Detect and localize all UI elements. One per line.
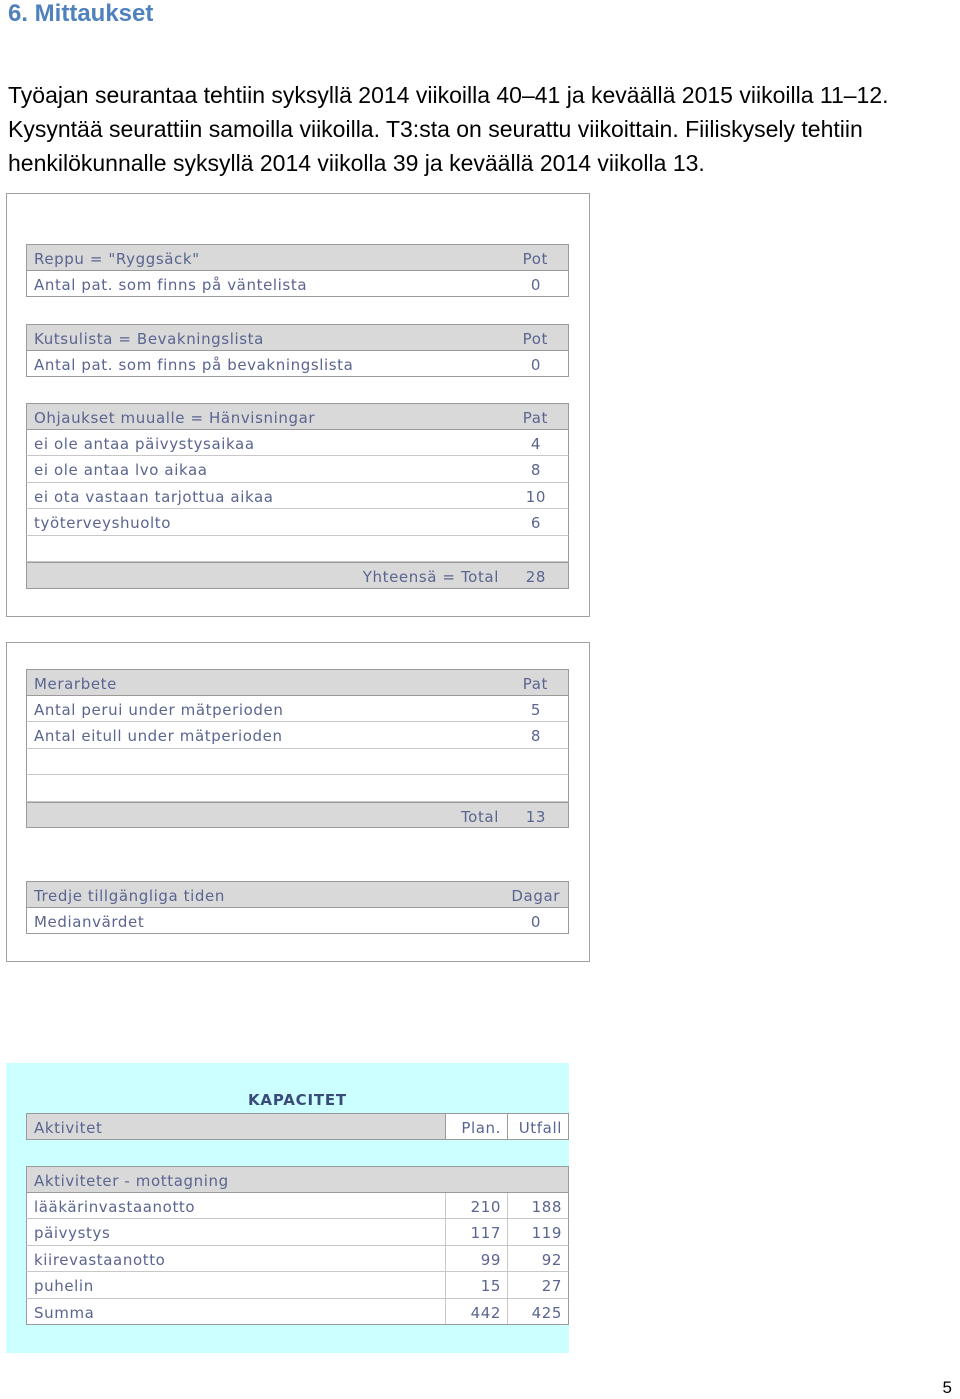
utfall-value: 188 [531, 1197, 562, 1216]
ohjaukset-table [26, 403, 569, 589]
merarbete-table [26, 669, 569, 828]
row-label: Summa [34, 1303, 95, 1322]
utfall-cell [507, 1219, 568, 1245]
row-value: 8 [530, 461, 541, 479]
page-number: 5 [942, 1378, 952, 1397]
header-label: Tredje tillgängliga tiden [34, 887, 225, 905]
plan-value: 99 [480, 1250, 501, 1269]
intro-paragraph [8, 78, 948, 180]
header-label: Merarbete [34, 675, 117, 693]
table-sum-row [26, 1299, 569, 1326]
tredje-table [26, 881, 569, 934]
table-row-empty [26, 749, 569, 776]
row-value: 0 [530, 355, 541, 374]
row-label: työterveyshuolto [34, 514, 172, 532]
header-unit: Pat [522, 675, 548, 693]
row-label: ei ota vastaan tarjottua aikaa [34, 487, 274, 506]
plan-label: Plan. [461, 1119, 501, 1137]
table-row [26, 351, 569, 378]
row-value: 6 [530, 514, 541, 532]
table-header [26, 403, 569, 430]
table-row [26, 722, 569, 749]
utfall-label: Utfall [518, 1119, 562, 1137]
kapacitet-header-table [26, 1113, 569, 1140]
table-total-row [26, 562, 569, 589]
row-value: 8 [530, 727, 541, 745]
plan-cell [445, 1219, 507, 1245]
utfall-column-header [507, 1114, 568, 1139]
header-label: Aktivitet [34, 1119, 103, 1137]
row-label: Antal eitull under mätperioden [34, 727, 283, 745]
table-total-row [26, 802, 569, 829]
plan-column-header [445, 1114, 507, 1139]
row-value: 0 [530, 912, 541, 931]
section-label: Aktiviteter - mottagning [34, 1172, 229, 1190]
utfall-value: 27 [541, 1277, 562, 1295]
row-label: ei ole antaa päivystysaikaa [34, 434, 255, 453]
table-row [26, 1246, 569, 1273]
utfall-cell [507, 1299, 568, 1325]
section-heading: 6. Mittaukset [8, 0, 154, 27]
utfall-value: 425 [531, 1303, 562, 1322]
plan-cell [445, 1246, 507, 1272]
table-header [26, 669, 569, 696]
row-value: 5 [530, 700, 541, 719]
table-row [26, 483, 569, 510]
utfall-value: 119 [531, 1224, 562, 1242]
row-value: 0 [530, 275, 541, 294]
header-unit: Dagar [511, 887, 560, 905]
table-row [26, 1219, 569, 1246]
table-header [26, 881, 569, 908]
row-label: lääkärinvastaanotto [34, 1197, 196, 1216]
table-row [26, 1193, 569, 1220]
table-header [26, 1113, 569, 1140]
total-value: 13 [525, 807, 546, 826]
utfall-cell [507, 1246, 568, 1272]
table-header [26, 244, 569, 271]
utfall-value: 92 [541, 1250, 562, 1269]
kutsulista-table [26, 324, 569, 377]
kapacitet-table [26, 1166, 569, 1325]
header-label: Ohjaukset muualle = Hänvisningar [34, 409, 316, 427]
total-label: Yhteensä = Total [362, 568, 499, 586]
intro-line: henkilökunnalle syksyllä 2014 viikolla 39 ja keväällä 2014 viikolla 13. [8, 150, 705, 176]
utfall-cell [507, 1193, 568, 1219]
utfall-cell [507, 1272, 568, 1298]
row-value: 10 [525, 487, 546, 506]
row-value: 4 [530, 434, 541, 453]
table-row-empty [26, 775, 569, 802]
header-unit: Pat [522, 409, 548, 427]
intro-line: Työajan seurantaa tehtiin syksyllä 2014 viikoilla 40–41 ja keväällä 2015 viikoilla 11–12. [8, 82, 889, 108]
plan-value: 210 [470, 1197, 501, 1216]
total-label: Total [460, 807, 499, 826]
row-label: kiirevastaanotto [34, 1250, 166, 1269]
row-label: päivystys [34, 1224, 111, 1242]
plan-value: 442 [470, 1303, 501, 1322]
table-row [26, 509, 569, 536]
plan-value: 117 [470, 1224, 501, 1242]
plan-cell [445, 1272, 507, 1298]
row-label: Antal perui under mätperioden [34, 700, 284, 719]
row-label: Antal pat. som finns på bevakningslista [34, 355, 354, 374]
row-label: ei ole antaa lvo aikaa [34, 461, 208, 479]
row-label: puhelin [34, 1277, 94, 1295]
table-row [26, 271, 569, 298]
row-label: Medianvärdet [34, 912, 145, 931]
header-label: Kutsulista = Bevakningslista [34, 330, 264, 348]
table-row [26, 1272, 569, 1299]
header-unit: Pot [522, 250, 548, 268]
reppu-table [26, 244, 569, 297]
table-row [26, 430, 569, 457]
intro-line: Kysyntää seurattiin samoilla viikoilla. T3:sta on seurattu viikoittain. Fiiliskysely tehtiin [8, 116, 863, 142]
kapacitet-title: KAPACITET [248, 1091, 347, 1109]
row-label: Antal pat. som finns på väntelista [34, 275, 308, 294]
table-row [26, 696, 569, 723]
header-label: Reppu = "Ryggsäck" [34, 250, 200, 268]
plan-cell [445, 1193, 507, 1219]
total-value: 28 [525, 568, 546, 586]
table-row [26, 456, 569, 483]
plan-cell [445, 1299, 507, 1325]
table-row-empty [26, 536, 569, 563]
table-section-header [26, 1166, 569, 1193]
header-unit: Pot [522, 330, 548, 348]
table-header [26, 324, 569, 351]
table-row [26, 908, 569, 935]
plan-value: 15 [480, 1277, 501, 1295]
